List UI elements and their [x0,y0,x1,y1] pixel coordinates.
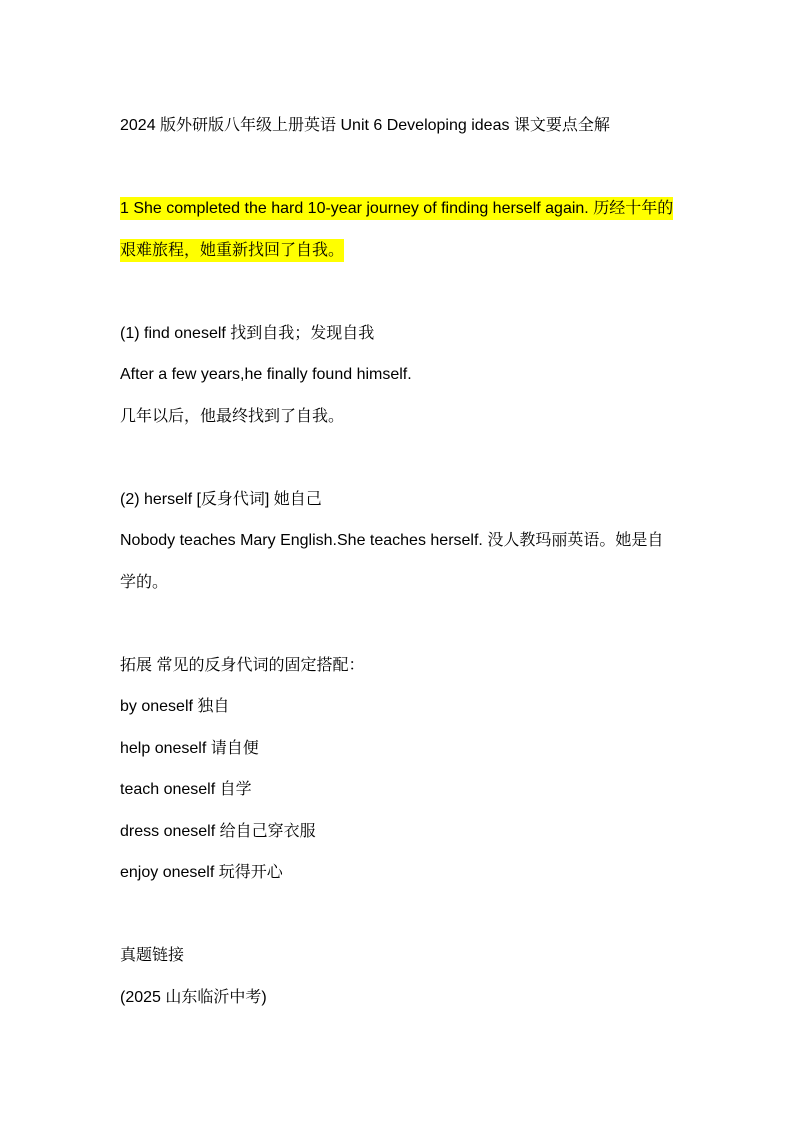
document-title: 2024 版外研版八年级上册英语 Unit 6 Developing ideas 课文要点全解 [120,117,610,134]
collocation-item: dress oneself 给自己穿衣服 [120,822,316,840]
exam-source: (2025 山东临沂中考) [120,988,267,1006]
key-sentence-1 [120,188,676,271]
point-1-example-english: After a few years,he finally found himself. [120,366,412,383]
spacer [120,271,676,313]
collocation-item: enjoy oneself 玩得开心 [120,864,283,881]
spacer [120,437,676,479]
extension-heading: 拓展 常见的反身代词的固定搭配： [120,656,365,674]
collocation-item: teach oneself 自学 [120,781,252,798]
spacer [120,603,676,645]
document-body [120,105,676,1018]
collocation-item: by oneself 独自 [120,698,230,715]
spacer [120,147,676,189]
point-1-heading: (1) find oneself 找到自我；发现自我 [120,324,375,342]
point-2-example: Nobody teaches Mary English.She teaches herself. 没人教玛丽英语。她是自学的。 [120,532,664,591]
highlighted-sentence: 1 She completed the hard 10-year journey of finding herself again. 历经十年的艰难旅程，她重新找回了自我。 [120,197,673,262]
point-1-example-chinese: 几年以后，他最终找到了自我。 [120,407,345,425]
exam-link-heading: 真题链接 [120,947,185,964]
point-2-heading: (2) herself [反身代词] 她自己 [120,490,322,508]
spacer [120,894,676,936]
collocation-item: help oneself 请自便 [120,739,259,757]
